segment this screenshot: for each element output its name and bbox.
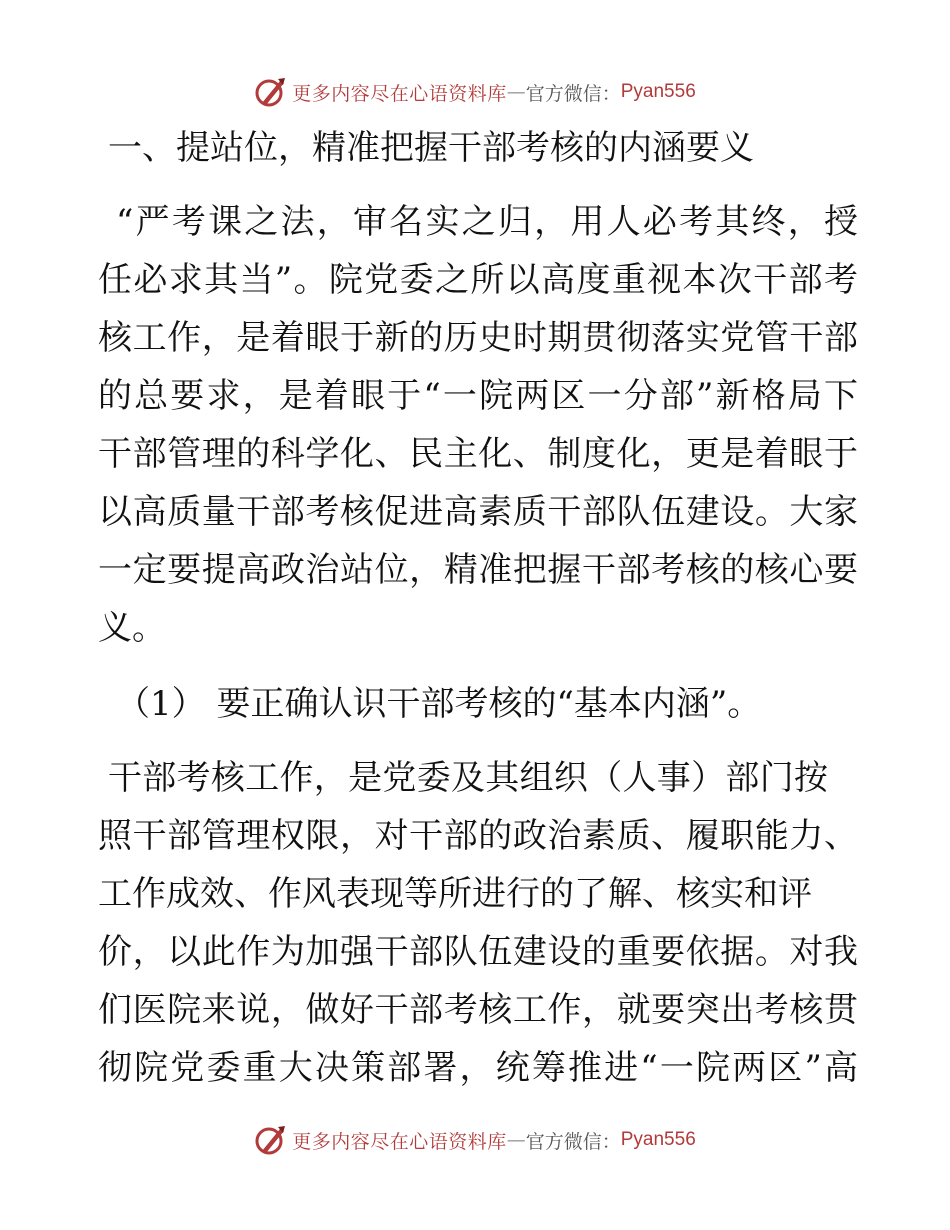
watermark-wechat-id: Pyan556 [620,81,696,102]
watermark-header [0,72,950,112]
watermark-wechat-label: 官方微信： [525,1130,621,1153]
watermark-text: 更多内容尽在心语资料库 [292,1130,507,1153]
quill-circle-icon [254,75,288,109]
watermark-text: 更多内容尽在心语资料库 [292,82,507,105]
paragraph-line: 的总要求，是着眼于“一院两区一分部”新格局下 [98,376,858,416]
paragraph-line: 价，以此作为加强干部队伍建设的重要依据。对我 [98,932,858,972]
watermark-footer [0,1120,950,1160]
section-heading: 一、提站位，精准把握干部考核的内涵要义 [108,128,754,168]
paragraph-line: 照干部管理权限，对干部的政治素质、履职能力、 [98,816,858,856]
subheading: （1） 要正确认识干部考核的“基本内涵”。 [116,684,762,724]
watermark-wechat-label: 官方微信： [525,82,621,105]
paragraph-line: 任必求其当”。院党委之所以高度重视本次干部考 [98,260,858,300]
paragraph-line: 们医院来说，做好干部考核工作，就要突出考核贯 [98,990,858,1030]
paragraph-line: 义。 [98,608,166,648]
paragraph-line: 以高质量干部考核促进高素质干部队伍建设。大家 [98,492,858,532]
paragraph-line: 核工作，是着眼于新的历史时期贯彻落实党管干部 [98,318,858,358]
paragraph-line: 一定要提高政治站位，精准把握干部考核的核心要 [98,550,858,590]
paragraph-line: 干部管理的科学化、民主化、制度化，更是着眼于 [98,434,858,474]
paragraph-line: 彻院党委重大决策部署，统筹推进“一院两区”高 [98,1048,858,1088]
paragraph-line: 干部考核工作，是党委及其组织（人事）部门按 [108,758,828,798]
quill-circle-icon [254,1123,288,1157]
watermark-separator: — [506,1129,526,1151]
paragraph-line: “严考课之法，审名实之归，用人必考其终，授 [116,202,858,242]
watermark-separator: — [506,81,526,103]
watermark-wechat-id: Pyan556 [620,1129,696,1150]
paragraph-line: 工作成效、作风表现等所进行的了解、核实和评 [98,874,812,914]
